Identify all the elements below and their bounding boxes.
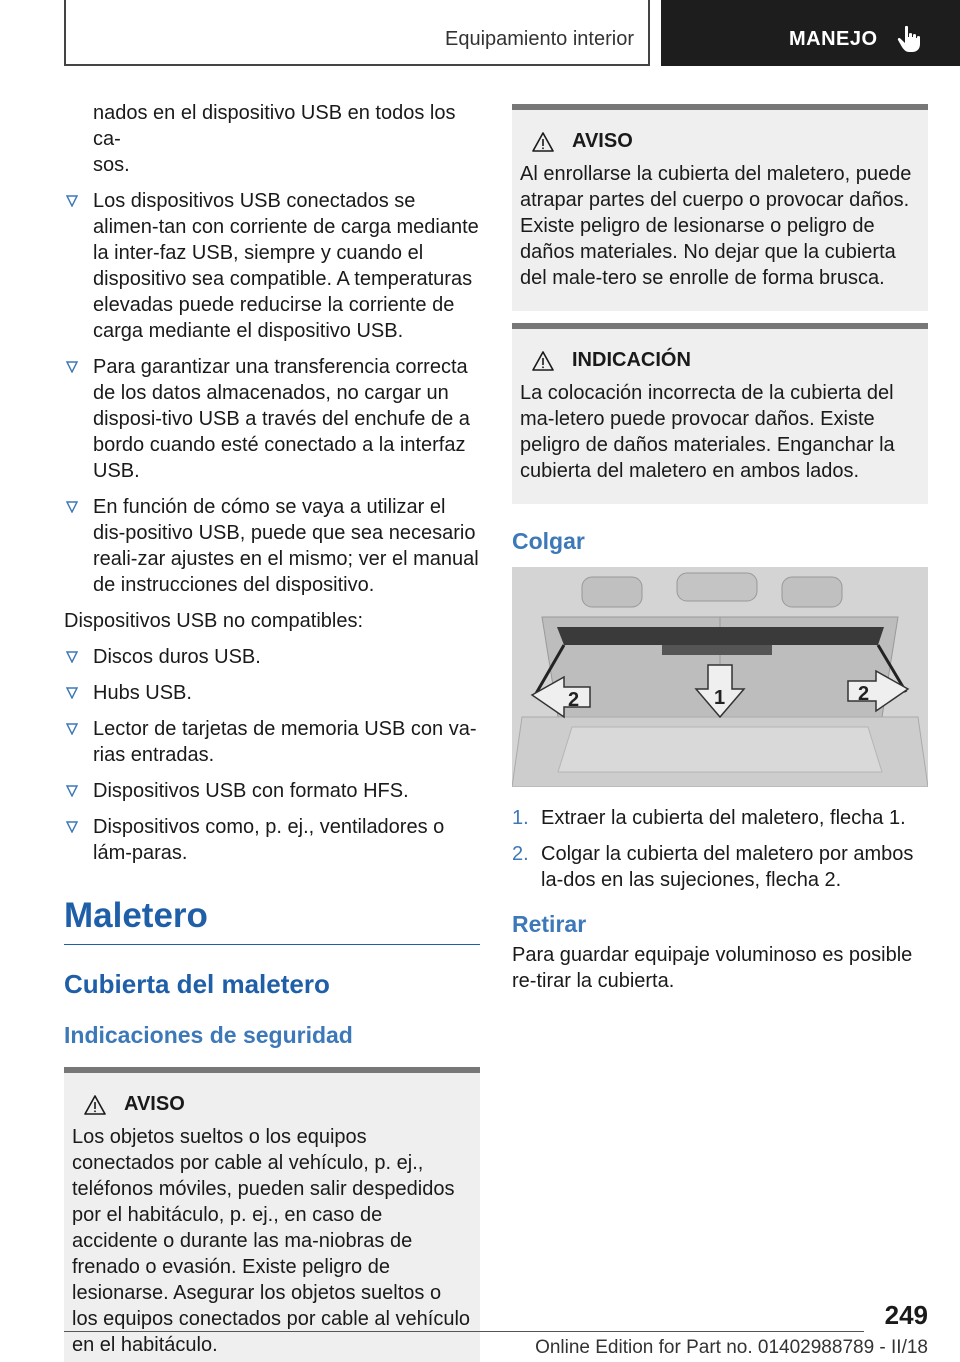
list-item bbox=[64, 778, 480, 804]
notice-box bbox=[512, 323, 928, 504]
list-item bbox=[64, 680, 480, 706]
warning-triangle-icon bbox=[532, 350, 554, 372]
hand-pointer-icon bbox=[895, 24, 925, 54]
bullet-triangle-icon bbox=[66, 723, 78, 735]
list-item-text: Dispositivos USB con formato HFS. bbox=[93, 780, 409, 802]
footer-edition: Online Edition for Part no. 01402988789 - II/18 bbox=[535, 1337, 928, 1358]
bullet-triangle-icon bbox=[66, 501, 78, 513]
bullet-triangle-icon bbox=[66, 361, 78, 373]
right-column bbox=[512, 104, 928, 994]
warning-box bbox=[512, 104, 928, 311]
bullet-triangle-icon bbox=[66, 651, 78, 663]
incompatible-list bbox=[64, 644, 480, 866]
heading-retirar: Retirar bbox=[512, 911, 587, 937]
bullet-triangle-icon bbox=[66, 821, 78, 833]
list-item-text: Dispositivos como, p. ej., ventiladores o lám-paras. bbox=[93, 816, 445, 864]
bullet-triangle-icon bbox=[66, 687, 78, 699]
incompatible-label: Dispositivos USB no compatibles: bbox=[64, 610, 364, 632]
warning-triangle-icon bbox=[84, 1094, 106, 1116]
warning-title bbox=[72, 1093, 472, 1116]
list-item-text: Discos duros USB. bbox=[93, 646, 261, 668]
warning-title bbox=[520, 130, 920, 153]
page-number: 249 bbox=[884, 1300, 928, 1330]
warning-title-text: AVISO bbox=[572, 130, 633, 152]
usb-notes-list bbox=[64, 188, 480, 598]
figure-label-2-right: 2 bbox=[858, 683, 870, 705]
warning-text: Los objetos sueltos o los equipos conectados por cable al vehículo, p. ej., teléfonos móviles, pueden salir despedidos por el habitáculo, p. ej., en caso de accidente o durante las ma-niobras de frenado o evasión. Existe peligro de lesionarse. Asegurar los objetos sueltos o los equipos conectados por cable al vehículo en el habitáculo. bbox=[72, 1126, 471, 1356]
figure-label-1: 1 bbox=[714, 687, 726, 709]
warning-box bbox=[64, 1067, 480, 1362]
header-section-box bbox=[64, 0, 650, 66]
bullet-triangle-icon bbox=[66, 195, 78, 207]
heading-cubierta: Cubierta del maletero bbox=[64, 969, 330, 999]
header-chapter-title: MANEJO bbox=[789, 28, 878, 50]
list-item bbox=[512, 805, 928, 831]
steps-list bbox=[512, 805, 928, 893]
step-text: Colgar la cubierta del maletero por ambos la-dos en las sujeciones, flecha 2. bbox=[541, 843, 914, 891]
list-item-text: Los dispositivos USB conectados se alimen-tan con corriente de carga mediante la inter-faz USB, siempre y cuando el dispositivo sea compatible. A temperaturas elevadas puede reducirse la corriente de carga mediante el dispositivo USB. bbox=[93, 190, 479, 342]
notice-title bbox=[520, 349, 920, 372]
figure-label-2-left: 2 bbox=[568, 689, 580, 711]
header-chapter-box bbox=[661, 0, 960, 66]
list-item bbox=[64, 814, 480, 866]
step-number: 2. bbox=[512, 843, 529, 865]
page-header bbox=[0, 0, 960, 66]
header-section-title: Equipamiento interior bbox=[445, 28, 634, 50]
list-item-text: Lector de tarjetas de memoria USB con va-rias entradas. bbox=[93, 718, 477, 766]
list-item-text: En función de cómo se vaya a utilizar el dis-positivo USB, puede que sea necesario reali-zar ajustes en el mismo; ver el manual de instrucciones del dispositivo. bbox=[93, 496, 479, 596]
notice-title-text: INDICACIÓN bbox=[572, 349, 691, 371]
list-item bbox=[64, 644, 480, 670]
list-item-text: Hubs USB. bbox=[93, 682, 192, 704]
list-item-text: Para garantizar una transferencia correcta de los datos almacenados, no cargar un disposi-tivo USB a través del enchufe de a bordo cuando esté conectado a la interfaz USB. bbox=[93, 356, 470, 482]
bullet-triangle-icon bbox=[66, 785, 78, 797]
warning-triangle-icon bbox=[532, 131, 554, 153]
heading-colgar: Colgar bbox=[512, 528, 585, 554]
warning-text: Al enrollarse la cubierta del maletero, puede atrapar partes del cuerpo o provocar daños. Existe peligro de lesionarse o peligro de daños materiales. No dejar que la cubierta del male-tero se enrolle de forma brusca. bbox=[520, 163, 912, 289]
heading-maletero: Maletero bbox=[64, 896, 480, 945]
heading-indicaciones: Indicaciones de seguridad bbox=[64, 1022, 353, 1048]
list-item bbox=[64, 354, 480, 484]
warning-title-text: AVISO bbox=[124, 1093, 185, 1115]
list-item bbox=[64, 494, 480, 598]
trunk-illustration bbox=[512, 567, 928, 787]
step-number: 1. bbox=[512, 807, 529, 829]
list-item bbox=[64, 188, 480, 344]
list-item bbox=[512, 841, 928, 893]
retirar-paragraph: Para guardar equipaje voluminoso es posible re-tirar la cubierta. bbox=[512, 944, 913, 992]
left-column bbox=[64, 100, 480, 1362]
step-text: Extraer la cubierta del maletero, flecha 1. bbox=[541, 807, 906, 829]
footer-divider bbox=[64, 1331, 864, 1332]
trunk-cover-figure bbox=[512, 567, 928, 787]
notice-text: La colocación incorrecta de la cubierta del ma-letero puede provocar daños. Existe peligro de daños materiales. Enganchar la cubierta del maletero en ambos lados. bbox=[520, 382, 895, 482]
list-item bbox=[64, 716, 480, 768]
continued-paragraph: nados en el dispositivo USB en todos los ca- sos. bbox=[93, 102, 456, 176]
